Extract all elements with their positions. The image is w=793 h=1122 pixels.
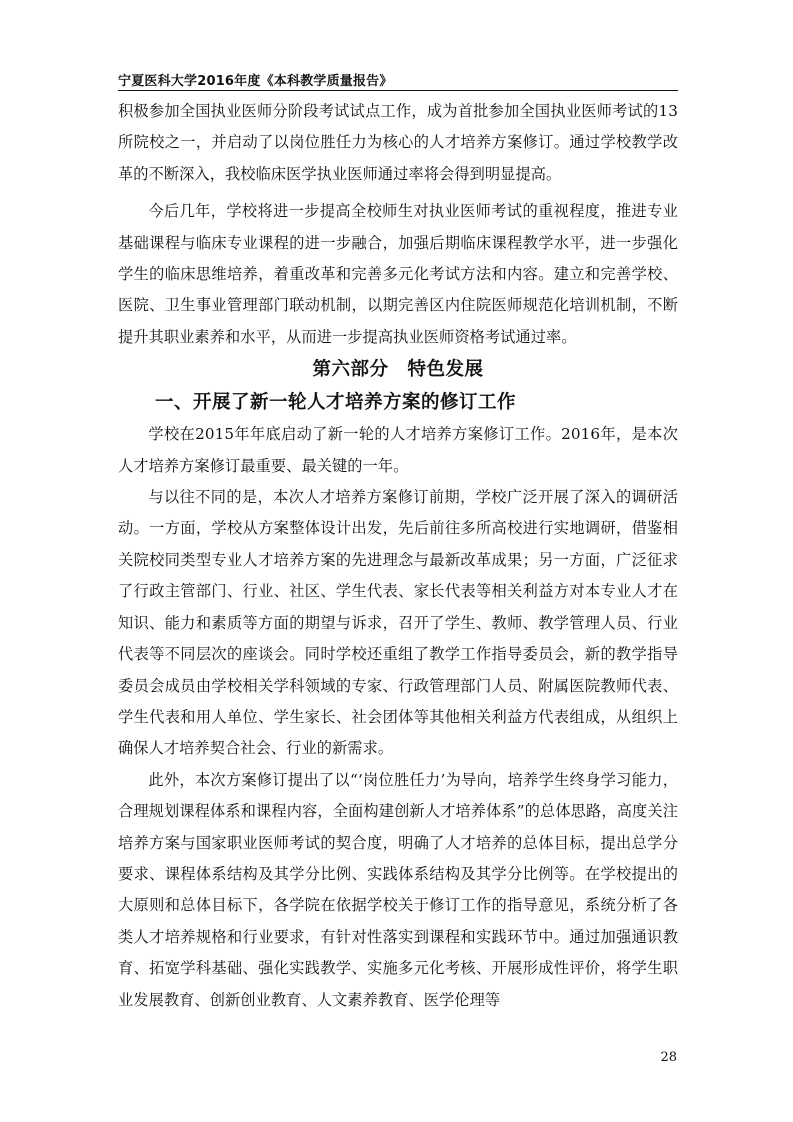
running-header: 宁夏医科大学2016年度《本科教学质量报告》 xyxy=(118,74,393,89)
header-rule xyxy=(118,90,678,91)
paragraph-research: 与以往不同的是，本次人才培养方案修订前期，学校广泛开展了深入的调研活动。一方面，学校从方案整体设计出发，先后前往多所高校进行实地调研，借鉴相关院校同类型专业人才培养方案的先进理念与最新改革成果；另一方面，广泛征求了行政主管部门、行业、社区、学生代表、家长代表等相关利益方对本专业人才在知识、能力和素质等方面的期望与诉求，召开了学生、教师、教学管理人员、行业代表等不同层次的座谈会。同时学校还重组了教学工作指导委员会，新的教学指导委员会成员由学校相关学科领域的专家、行政管理部门人员、附属医院教师代表、学生代表和用人单位、学生家长、社会团体等其他相关利益方代表组成，从组织上确保人才培养契合社会、行业的新需求。 xyxy=(118,488,678,758)
page-content xyxy=(118,96,678,1016)
paragraph-revision-start: 学校在2015年年底启动了新一轮的人才培养方案修订工作。2016年，是本次人才培养方案修订最重要、最关键的一年。 xyxy=(118,425,678,475)
subsection-title: 一、开展了新一轮人才培养方案的修订工作 xyxy=(155,392,517,414)
paragraph-approach: 此外，本次方案修订提出了以“‘岗位胜任力’为导向，培养学生终身学习能力，合理规划课程体系和课程内容，全面构建创新人才培养体系”的总体思路，高度关注培养方案与国家职业医师考试的契合度，明确了人才培养的总体目标，提出总学分要求、课程体系结构及其学分比例、实践体系结构及其学分比例等。在学校提出的大原则和总体目标下，各学院在依据学校关于修订工作的指导意见，系统分析了各类人才培养规格和行业要求，有针对性落实到课程和实践环节中。通过加强通识教育、拓宽学科基础、强化实践教学、实施多元化考核、开展形成性评价，将学生职业发展教育、创新创业教育、人文素养教育、医学伦理等 xyxy=(118,770,678,1009)
paragraph-continued: 积极参加全国执业医师分阶段考试试点工作，成为首批参加全国执业医师考试的13 所院校之一，并启动了以岗位胜任力为核心的人才培养方案修订。通过学校教学改革的不断深入，我校临床医学执业医师通过率将会得到明显提高。 xyxy=(118,102,678,183)
paragraph-future-plans: 今后几年，学校将进一步提高全校师生对执业医师考试的重视程度，推进专业基础课程与临床专业课程的进一步融合，加强后期临床课程教学水平，进一步强化学生的临床思维培养，着重改革和完善多元化考试方法和内容。建立和完善学校、医院、卫生事业管理部门联动机制，以期完善区内住院医师规范化培训机制，不断提升其职业素养和水平，从而进一步提高执业医师资格考试通过率。 xyxy=(118,202,678,346)
section-title: 第六部分 特色发展 xyxy=(312,359,484,381)
page-number: 28 xyxy=(660,1050,677,1065)
